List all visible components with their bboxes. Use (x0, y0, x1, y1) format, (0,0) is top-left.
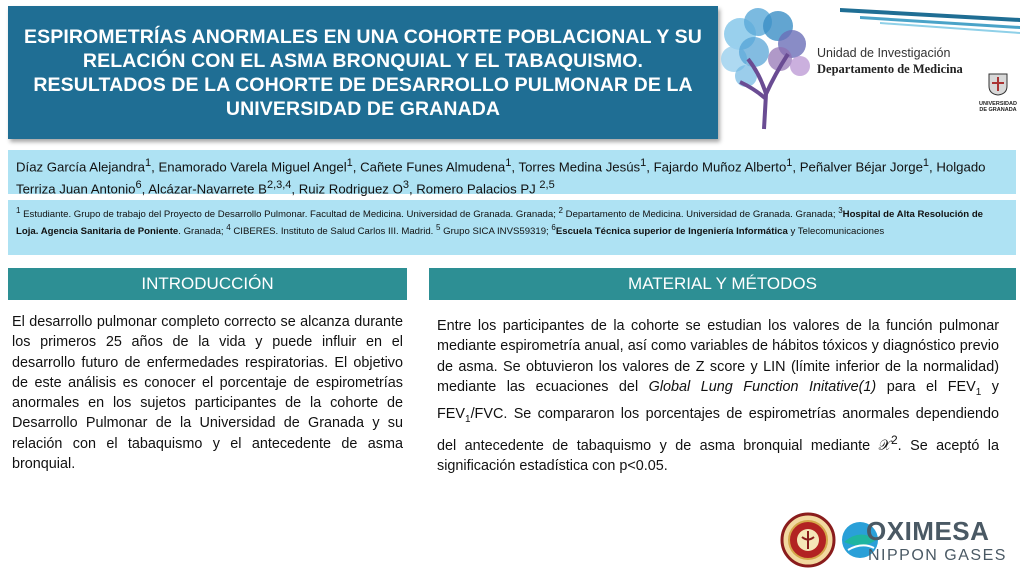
methods-text: . Se aceptó la significación estadística con p<0.05. (437, 437, 999, 474)
author-name: , Fajardo Muñoz Alberto (646, 159, 787, 175)
author-name: , Peñalver Béjar Jorge (792, 159, 923, 175)
affiliation-text: y Telecomunicaciones (787, 226, 885, 238)
fev-subscript: 1 (465, 413, 471, 425)
author-name: , Alcázar-Navarrete B (141, 181, 267, 197)
author-name: , Cañete Funes Almudena (352, 159, 506, 175)
author-name: , Ruiz Rodriguez O (291, 181, 403, 197)
author-affiliation-mark: 1 (346, 157, 353, 169)
author-affiliation-mark: 2,5 (539, 179, 555, 192)
methods-body (437, 316, 999, 476)
methods-text: y FEV (437, 379, 999, 422)
authors-box (8, 150, 1016, 197)
methods-text: para el FEV (876, 379, 976, 396)
university-crest-icon (987, 72, 1009, 96)
chi-symbol: 𝒳 (878, 437, 891, 454)
sponsor-subtitle: NIPPON GASES (868, 547, 1007, 564)
affiliation-text-bold: Escuela Técnica superior de Ingeniería Informática (555, 226, 788, 238)
affiliation-mark: 3 (838, 206, 843, 215)
affiliation-text: CIBERES. Instituto de Salud Carlos III. Madrid. (230, 226, 436, 238)
author-affiliation-mark: 1 (786, 157, 793, 169)
author-affiliation-mark: 3 (402, 179, 409, 192)
author-name: , Romero Palacios PJ (408, 181, 540, 197)
fev-subscript: 1 (975, 387, 982, 399)
affiliation-mark: 1 (16, 206, 21, 215)
affiliation-text: Estudiante. Grupo de trabajo del Proyecto de Desarrollo Pulmonar. Facultad de Medicina. Universidad de Granada. Granada; (20, 209, 559, 221)
university-logo (978, 72, 1018, 113)
poster-title: ESPIROMETRÍAS ANORMALES EN UNA COHORTE POBLACIONAL Y SU RELACIÓN CON EL ASMA BRONQUIAL Y EL TABAQUISMO. RESULTADOS DE LA COHORTE DE DESARROLLO PULMONAR DE LA UNIVERSIDAD DE GRANADA (24, 25, 702, 120)
author-affiliation-mark: 6 (135, 179, 142, 192)
introduction-body: El desarrollo pulmonar completo correcto se alcanza durante los primeros 25 años de la vida y puede influir en el desarrollo futuro de enfermedades respiratorias. El objetivo de este análisis es conocer el porcentaje de espirometrías anormales en los sujetos participantes de la cohorte de Desarrollo Pulmonar de la Universidad de Granada y su relación con el tabaquismo y el antecedente de asma bronquial. (12, 314, 403, 473)
author-affiliation-mark: 1 (145, 157, 152, 169)
author-affiliation-mark: 1 (640, 157, 647, 169)
methods-text: /FVC. Se compararon los porcentajes de espirometrías anormales dependiendo del antecedente de tabaquismo y de asma bronquial mediante (437, 405, 999, 454)
author-affiliation-mark: 1 (922, 157, 930, 169)
university-label: UNIVERSIDAD DE GRANADA (979, 101, 1017, 113)
affiliation-text: . Granada; (178, 226, 227, 238)
affiliation-text: Grupo SICA INVS59319; (440, 226, 552, 238)
sponsor-name: OXIMESA (866, 516, 990, 546)
author-affiliation-mark: 1 (505, 157, 512, 169)
chi-superscript: 2 (890, 432, 898, 447)
author-name: , Holgado Terriza Juan Antonio (16, 159, 986, 197)
author-name: , Torres Medina Jesús (511, 159, 641, 175)
lung-tree-logo-icon (720, 4, 815, 134)
affiliation-mark: 5 (436, 223, 441, 233)
author-name: Díaz García Alejandra (16, 159, 146, 175)
medical-college-seal-icon (780, 512, 836, 568)
author-affiliation-mark: 2,3,4 (266, 179, 292, 192)
decorative-stripes-icon (840, 4, 1020, 44)
affiliation-text: Departamento de Medicina. Universidad de Granada. Granada; (563, 209, 839, 221)
affiliation-mark: 2 (558, 206, 563, 215)
affiliation-mark: 6 (551, 223, 556, 233)
gli-reference: Global Lung Function Initative(1) (648, 379, 877, 396)
title-banner (8, 6, 718, 139)
introduction-heading: INTRODUCCIÓN (8, 268, 407, 300)
author-name: , Enamorado Varela Miguel Angel (151, 159, 347, 175)
affiliation-text-bold: Hospital de Alta Resolución de Loja. Agencia Sanitaria de Poniente (16, 209, 984, 238)
methods-heading: MATERIAL Y MÉTODOS (429, 268, 1016, 300)
affiliations-box (8, 200, 1016, 255)
research-unit-label: Unidad de Investigación (817, 46, 951, 60)
methods-text: Entre los participantes de la cohorte se estudian los valores de la función pulmonar mediante espirometría anual, así como variables de hábitos tóxicos y diagnóstico previo de asma. Se obtuvieron los valores de Z score y LIN (límite inferior de la normalidad) mediante las ecuaciones del (437, 318, 999, 396)
department-label: Departamento de Medicina (817, 62, 963, 76)
affiliation-mark: 4 (226, 223, 231, 233)
